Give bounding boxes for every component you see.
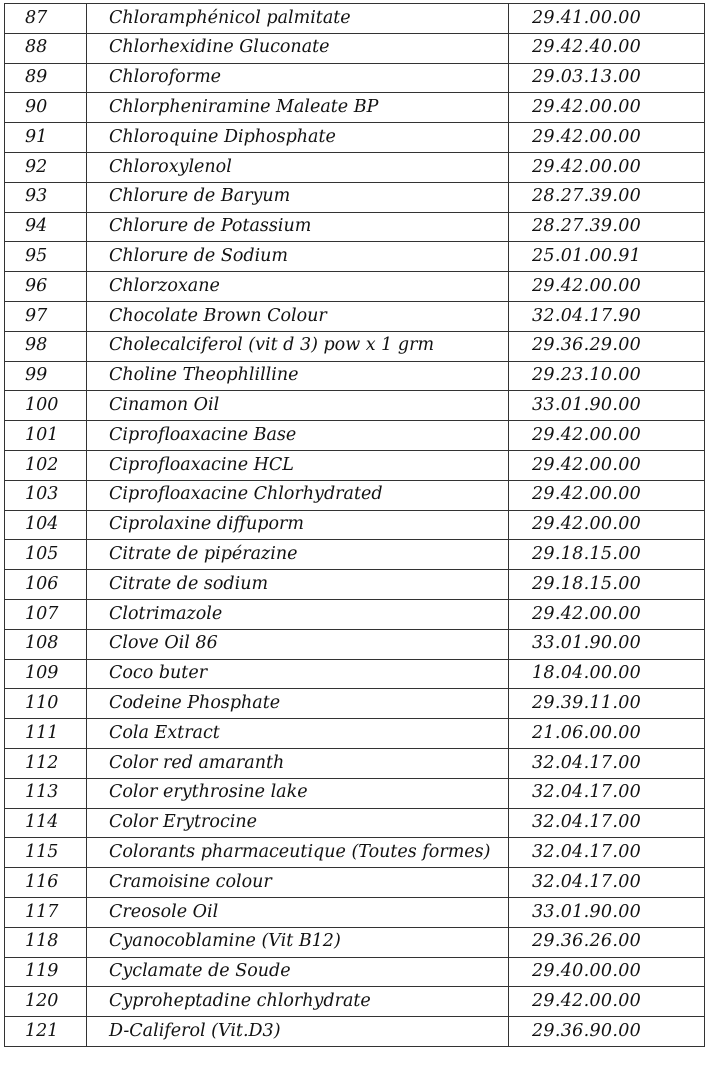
row-number: 88 <box>5 33 87 63</box>
row-number: 118 <box>5 927 87 957</box>
tariff-code: 29.03.13.00 <box>509 63 705 93</box>
row-number: 119 <box>5 957 87 987</box>
tariff-code: 32.04.17.00 <box>509 808 705 838</box>
tariff-code: 18.04.00.00 <box>509 659 705 689</box>
row-number: 109 <box>5 659 87 689</box>
product-name: Color Erytrocine <box>87 808 509 838</box>
tariff-code: 32.04.17.90 <box>509 301 705 331</box>
row-number: 92 <box>5 152 87 182</box>
row-number: 100 <box>5 391 87 421</box>
tariff-code: 29.41.00.00 <box>509 4 705 34</box>
row-number: 103 <box>5 480 87 510</box>
product-name: Ciprofloaxacine HCL <box>87 450 509 480</box>
product-name: Ciprofloaxacine Chlorhydrated <box>87 480 509 510</box>
table-row <box>5 719 705 749</box>
tariff-code: 33.01.90.00 <box>509 897 705 927</box>
product-name: Chloramphénicol palmitate <box>87 4 509 34</box>
row-number: 91 <box>5 123 87 153</box>
tariff-code: 29.40.00.00 <box>509 957 705 987</box>
tariff-code: 29.42.00.00 <box>509 152 705 182</box>
product-name: Coco buter <box>87 659 509 689</box>
tariff-code: 29.42.00.00 <box>509 123 705 153</box>
product-name: Chloroforme <box>87 63 509 93</box>
product-name: Ciprofloaxacine Base <box>87 421 509 451</box>
tariff-code: 33.01.90.00 <box>509 391 705 421</box>
tariff-code: 29.42.00.00 <box>509 93 705 123</box>
tariff-code: 29.42.00.00 <box>509 987 705 1017</box>
table-row <box>5 689 705 719</box>
table-row <box>5 212 705 242</box>
tariff-code: 29.36.26.00 <box>509 927 705 957</box>
product-name: Clotrimazole <box>87 599 509 629</box>
table-row <box>5 33 705 63</box>
row-number: 96 <box>5 272 87 302</box>
tariff-code: 29.39.11.00 <box>509 689 705 719</box>
tariff-code: 29.42.00.00 <box>509 272 705 302</box>
tariff-code: 29.42.00.00 <box>509 510 705 540</box>
tariff-code: 29.42.00.00 <box>509 421 705 451</box>
table-row <box>5 897 705 927</box>
row-number: 104 <box>5 510 87 540</box>
product-name: Chlorzoxane <box>87 272 509 302</box>
product-name: Clove Oil 86 <box>87 629 509 659</box>
tariff-code: 28.27.39.00 <box>509 212 705 242</box>
tariff-code: 29.36.90.00 <box>509 1017 705 1047</box>
product-name: Chloroxylenol <box>87 152 509 182</box>
table-row <box>5 838 705 868</box>
tariff-code: 29.36.29.00 <box>509 331 705 361</box>
product-tariff-table <box>4 3 705 1047</box>
row-number: 117 <box>5 897 87 927</box>
row-number: 90 <box>5 93 87 123</box>
table-row <box>5 987 705 1017</box>
table-row <box>5 123 705 153</box>
row-number: 95 <box>5 242 87 272</box>
tariff-code: 29.42.40.00 <box>509 33 705 63</box>
table-row <box>5 272 705 302</box>
product-name: Chocolate Brown Colour <box>87 301 509 331</box>
table-row <box>5 331 705 361</box>
table-row <box>5 301 705 331</box>
row-number: 108 <box>5 629 87 659</box>
product-name: Chloroquine Diphosphate <box>87 123 509 153</box>
row-number: 98 <box>5 331 87 361</box>
row-number: 115 <box>5 838 87 868</box>
table-row <box>5 4 705 34</box>
table-row <box>5 182 705 212</box>
product-name: Colorants pharmaceutique (Toutes formes) <box>87 838 509 868</box>
table-row <box>5 1017 705 1047</box>
row-number: 93 <box>5 182 87 212</box>
tariff-code: 32.04.17.00 <box>509 868 705 898</box>
table-row <box>5 927 705 957</box>
product-name: Cyclamate de Soude <box>87 957 509 987</box>
tariff-code: 32.04.17.00 <box>509 838 705 868</box>
table-row <box>5 957 705 987</box>
row-number: 99 <box>5 361 87 391</box>
row-number: 107 <box>5 599 87 629</box>
table-row <box>5 570 705 600</box>
table-row <box>5 510 705 540</box>
product-name: Choline Theophlilline <box>87 361 509 391</box>
table-row <box>5 629 705 659</box>
product-name: Chlorure de Baryum <box>87 182 509 212</box>
table-body <box>5 4 705 1047</box>
product-name: Chlorure de Sodium <box>87 242 509 272</box>
product-name: Cyproheptadine chlorhydrate <box>87 987 509 1017</box>
table-row <box>5 152 705 182</box>
row-number: 120 <box>5 987 87 1017</box>
row-number: 112 <box>5 748 87 778</box>
tariff-code: 29.42.00.00 <box>509 480 705 510</box>
row-number: 121 <box>5 1017 87 1047</box>
product-name: Cyanocoblamine (Vit B12) <box>87 927 509 957</box>
tariff-code: 21.06.00.00 <box>509 719 705 749</box>
tariff-code: 33.01.90.00 <box>509 629 705 659</box>
product-name: Chlorpheniramine Maleate BP <box>87 93 509 123</box>
product-name: Creosole Oil <box>87 897 509 927</box>
table-row <box>5 242 705 272</box>
tariff-code: 28.27.39.00 <box>509 182 705 212</box>
row-number: 87 <box>5 4 87 34</box>
product-name: Chlorure de Potassium <box>87 212 509 242</box>
product-name: Color erythrosine lake <box>87 778 509 808</box>
table-row <box>5 361 705 391</box>
product-name: Cholecalciferol (vit d 3) pow x 1 grm <box>87 331 509 361</box>
product-name: Citrate de pipérazine <box>87 540 509 570</box>
row-number: 111 <box>5 719 87 749</box>
table-row <box>5 93 705 123</box>
tariff-code: 29.42.00.00 <box>509 450 705 480</box>
row-number: 113 <box>5 778 87 808</box>
product-name: Cinamon Oil <box>87 391 509 421</box>
table-row <box>5 808 705 838</box>
table-row <box>5 480 705 510</box>
row-number: 114 <box>5 808 87 838</box>
tariff-code: 32.04.17.00 <box>509 778 705 808</box>
product-name: Codeine Phosphate <box>87 689 509 719</box>
table-row <box>5 599 705 629</box>
row-number: 110 <box>5 689 87 719</box>
table-row <box>5 450 705 480</box>
row-number: 116 <box>5 868 87 898</box>
product-name: Chlorhexidine Gluconate <box>87 33 509 63</box>
row-number: 101 <box>5 421 87 451</box>
product-name: Ciprolaxine diffuporm <box>87 510 509 540</box>
table-row <box>5 868 705 898</box>
tariff-code: 32.04.17.00 <box>509 748 705 778</box>
table-row <box>5 421 705 451</box>
product-name: Citrate de sodium <box>87 570 509 600</box>
table-row <box>5 659 705 689</box>
table-row <box>5 391 705 421</box>
row-number: 106 <box>5 570 87 600</box>
product-name: Cola Extract <box>87 719 509 749</box>
tariff-code: 29.23.10.00 <box>509 361 705 391</box>
row-number: 94 <box>5 212 87 242</box>
tariff-code: 29.18.15.00 <box>509 540 705 570</box>
table-row <box>5 63 705 93</box>
product-name: D-Califerol (Vit.D3) <box>87 1017 509 1047</box>
tariff-code: 29.42.00.00 <box>509 599 705 629</box>
row-number: 105 <box>5 540 87 570</box>
tariff-code: 29.18.15.00 <box>509 570 705 600</box>
product-name: Cramoisine colour <box>87 868 509 898</box>
row-number: 89 <box>5 63 87 93</box>
product-name: Color red amaranth <box>87 748 509 778</box>
table-row <box>5 778 705 808</box>
row-number: 97 <box>5 301 87 331</box>
tariff-code: 25.01.00.91 <box>509 242 705 272</box>
table-row <box>5 748 705 778</box>
table-row <box>5 540 705 570</box>
row-number: 102 <box>5 450 87 480</box>
